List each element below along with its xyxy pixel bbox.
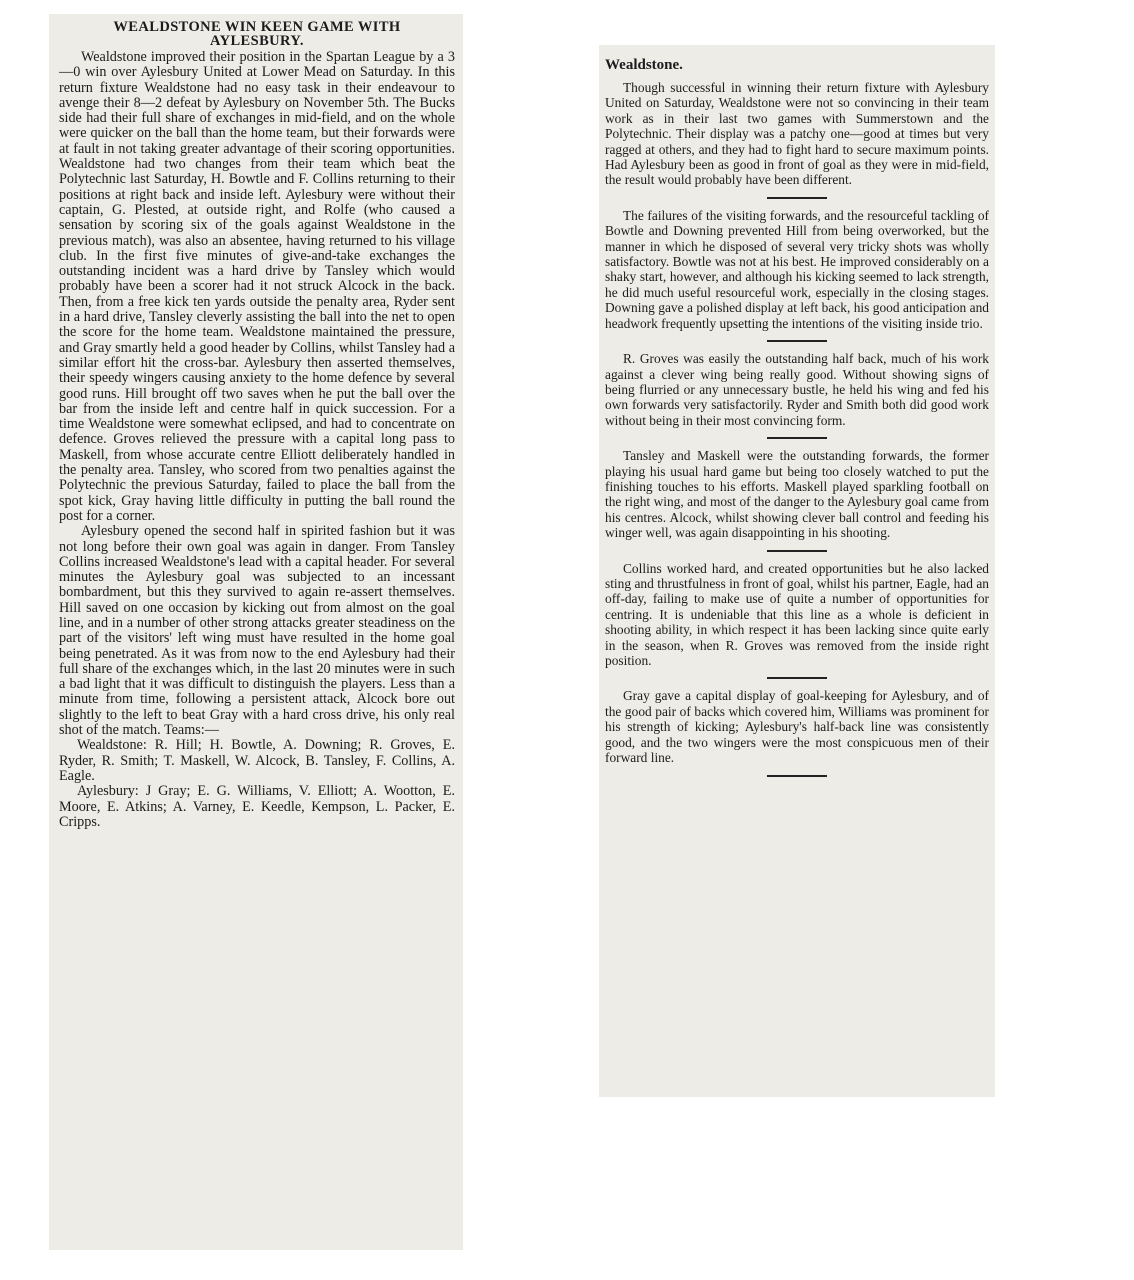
team-list-wealdstone: Wealdstone: R. Hill; H. Bowtle, A. Downing; R. Groves, E. Ryder, R. Smith; T. Maskell, W. Alcock, B. Tansley, F. Collins, A. Eagle. — [59, 737, 455, 784]
left-article-clipping — [49, 14, 463, 1250]
article-headline — [59, 20, 455, 48]
commentary-paragraph-6: Gray gave a capital display of goal-keeping for Aylesbury, and of the good pair of backs which covered him, Williams was prominent for his strength of kicking; Aylesbury's half-back line was consistently good, and the two wingers were the most conspicuous men of their forward line. — [605, 688, 989, 766]
commentary-paragraph-2: The failures of the visiting forwards, and the resourceful tackling of Bowtle and Downing prevented Hill from being overworked, but the manner in which he disposed of several very tricky shots was wholly satisfactory. Bowtle was not at his best. He improved considerably on a shaky start, however, and although his kicking seemed to lack strength, he did much useful resourceful work, especially in the closing stages. Downing gave a polished display at left back, his good anticipation and headwork frequently upsetting the intentions of the visiting inside trio. — [605, 207, 989, 331]
article-paragraph-2: Aylesbury opened the second half in spirited fashion but it was not long before their own goal was again in danger. From Tansley Collins increased Wealdstone's lead with a capital header. For several minutes the Aylesbury goal was subjected to an incessant bombardment, but this they survived to again re-assert themselves. Hill saved on one occasion by kicking out from almost on the goal line, and in a number of other strong attacks greater steadiness on the part of the visitors' left wing must have resulted in the home goal being penetrated. As it was from now to the end Aylesbury had their full share of the exchanges which, in the last 20 minutes were in such a bad light that it was difficult to distinguish the players. Less than a minute from time, following a persistent attack, Alcock bore out slightly to the left to beat Gray with a hard cross drive, his only real shot of the match. Teams:— — [59, 523, 455, 739]
section-divider — [767, 197, 827, 199]
commentary-paragraph-4: Tansley and Maskell were the outstanding forwards, the former playing his usual hard game but being too closely watched to put the finishing touches to his efforts. Maskell played sparkling football on the right wing, and most of the danger to the Aylesbury goal came from his centres. Alcock, whilst showing clever ball control and feeding his winger well, was again disappointing in his shooting. — [605, 448, 989, 541]
commentary-paragraph-1: Though successful in winning their return fixture with Aylesbury United on Saturday, Wealdstone were not so convincing in their team work as in their last two games with Summerstown and the Polytechnic. Their display was a patchy one—good at times but very ragged at others, and they had to fight hard to secure maximum points. Had Aylesbury been as good in front of goal as they were in mid-field, the result would probably have been different. — [605, 80, 989, 188]
section-divider — [767, 550, 827, 552]
section-divider — [767, 775, 827, 777]
section-title: Wealdstone. — [605, 57, 683, 73]
headline-line-1: WEALDSTONE WIN KEEN GAME WITH — [113, 19, 401, 35]
article-paragraph-1: Wealdstone improved their position in the Spartan League by a 3—0 win over Aylesbury United at Lower Mead on Saturday. In this return fixture Wealdstone had no easy task in their endeavour to avenge their 8—2 defeat by Aylesbury on November 5th. The Bucks side had their full share of exchanges in mid-field, and on the whole were quicker on the ball than the home team, but their forwards were at fault in not taking greater advantage of their scoring opportunities. Wealdstone had two changes from their team which beat the Polytechnic last Saturday, H. Bowtle and F. Collins returning to their positions at right back and inside left. Aylesbury were without their captain, G. Plested, at outside right, and Rolfe (who caused a sensation by scoring six of the goals against Wealdstone in the previous match), was also an absentee, having returned to his village club. In the first five minutes of give-and-take exchanges the outstanding incident was a hard drive by Tansley which would probably have been a scorer had it not struck Alcock in the back. Then, from a free kick ten yards outside the penalty area, Ryder sent in a hard drive, Tansley cleverly assisting the ball into the net to open the score for the home team. Wealdstone maintained the pressure, and Gray smartly held a good header by Collins, whilst Tansley had a similar effort hit the cross-bar. Aylesbury then asserted themselves, their speedy wingers causing anxiety to the home defence by several good runs. Hill brought off two saves when he put the ball over the bar from the inside left and centre half in quick succession. For a time Wealdstone were somewhat eclipsed, and had to concentrate on defence. Groves relieved the pressure with a capital long pass to Maskell, from whose accurate centre Elliott deliberately handled in the penalty area. Tansley, who scored from two penalties against the Polytechnic the previous Saturday, failed to place the ball from the spot kick, Gray having little difficulty in putting the ball round the post for a corner. — [59, 49, 455, 524]
headline-line-2: AYLESBURY. — [210, 33, 304, 49]
section-divider — [767, 677, 827, 679]
team-list-aylesbury: Aylesbury: J Gray; E. G. Williams, V. Elliott; A. Wootton, E. Moore, E. Atkins; A. Varney, E. Keedle, Kempson, L. Packer, E. Cripps. — [59, 783, 455, 830]
right-article-clipping — [599, 45, 995, 1097]
commentary-paragraph-3: R. Groves was easily the outstanding half back, much of his work against a clever wing being really good. Without showing signs of being flurried or any unnecessary bustle, he held his wing and fed his own forwards very satisfactorily. Ryder and Smith both did good work without being in their most convincing form. — [605, 351, 989, 428]
section-divider — [767, 437, 827, 439]
commentary-paragraph-5: Collins worked hard, and created opportunities but he also lacked sting and thrustfulness in front of goal, whilst his partner, Eagle, had an off-day, failing to make use of quite a number of opportunities for centring. It is undeniable that this line as a whole is deficient in shooting ability, in which respect it has been lacking since quite early in the season, when R. Groves was removed from the inside right position. — [605, 560, 989, 668]
section-divider — [767, 340, 827, 342]
